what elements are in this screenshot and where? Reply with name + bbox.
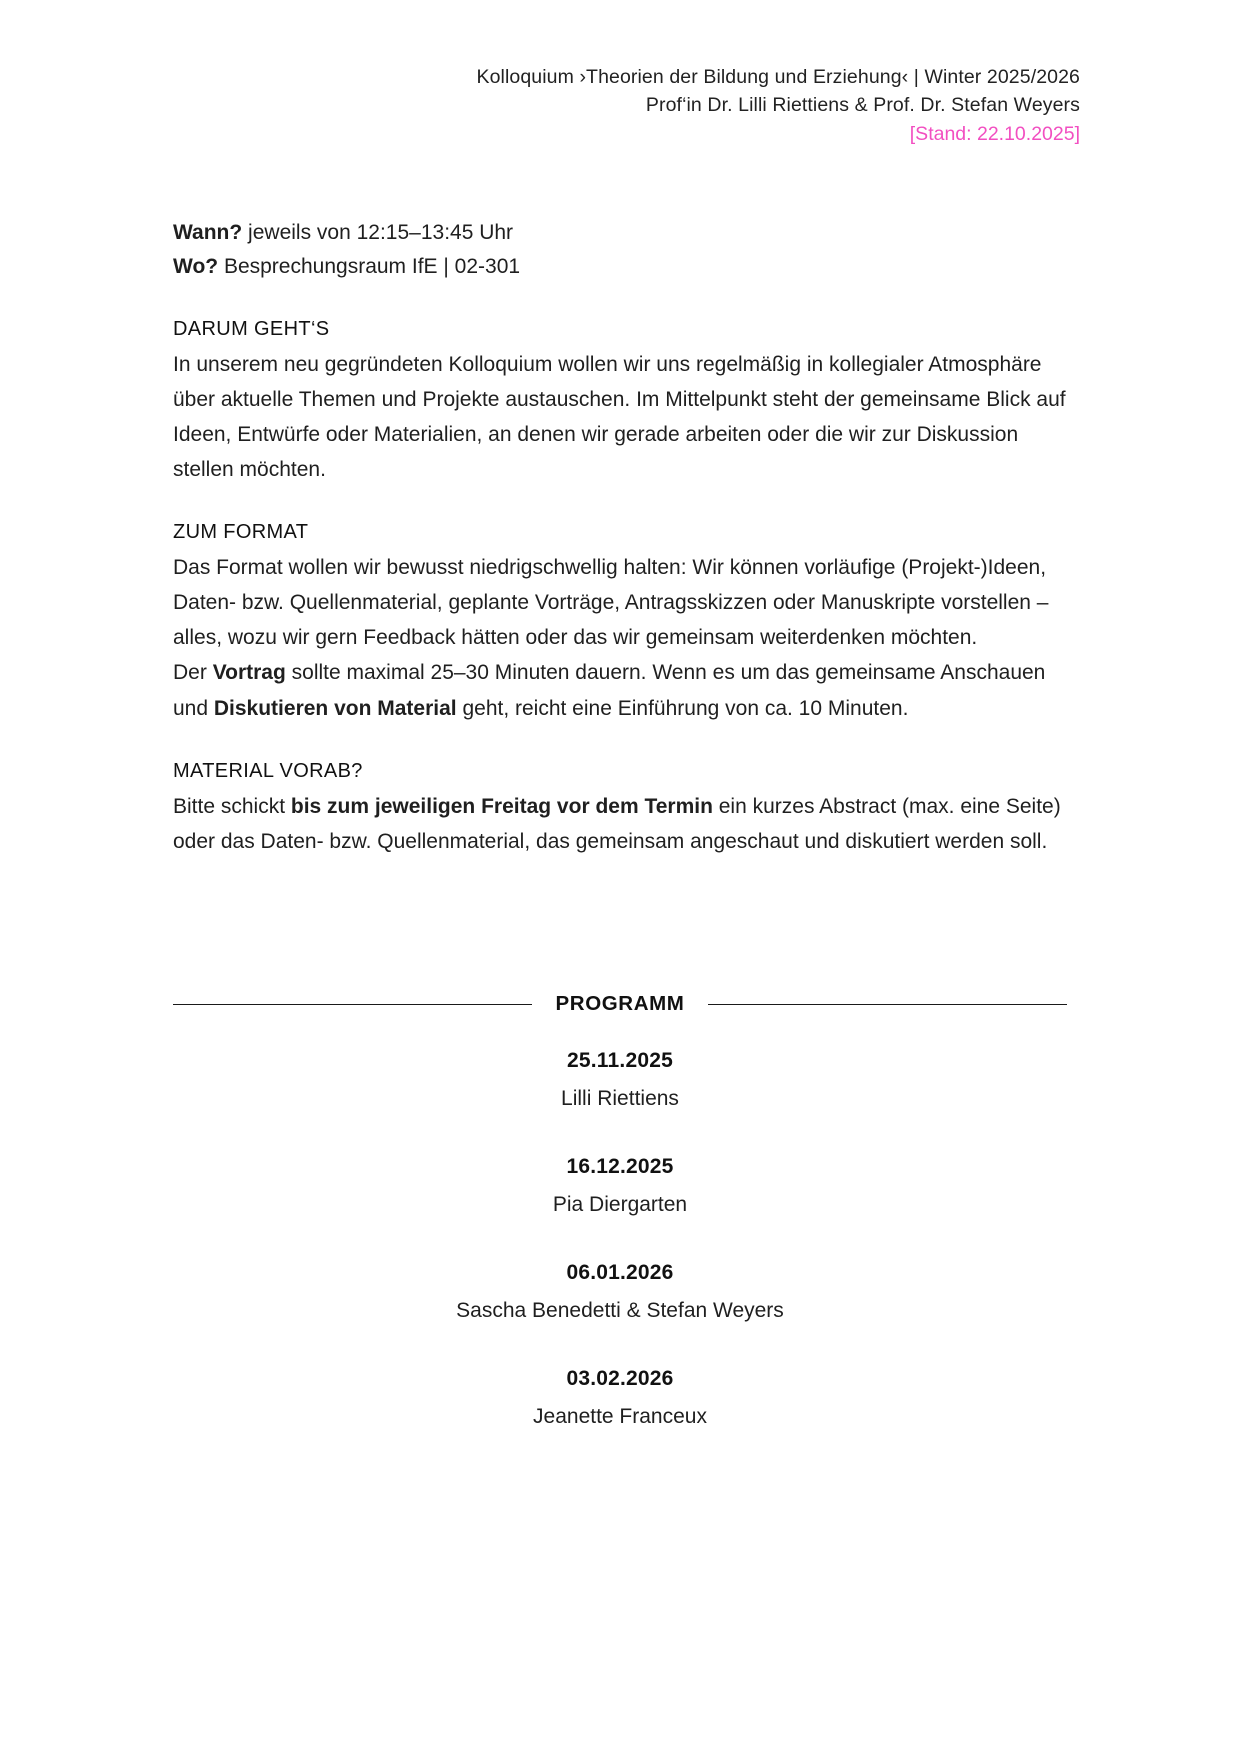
- programm-entry-date: 06.01.2026: [566, 1261, 674, 1285]
- section-zum-format: [173, 521, 1073, 725]
- programm-entry: [0, 1045, 1240, 1115]
- section-material-vorab: [173, 760, 1073, 859]
- where-value: Besprechungsraum IfE | 02-301: [218, 255, 521, 279]
- header-title-line: Kolloquium ›Theorien der Bildung und Erziehung‹ | Winter 2025/2026: [476, 66, 1080, 88]
- divider-rule-right: [708, 1004, 1067, 1005]
- programm-entry-speakers: Sascha Benedetti & Stefan Weyers: [456, 1298, 784, 1322]
- format-bold-diskutieren: Diskutieren von Material: [213, 696, 457, 720]
- section-darum-gehts: [173, 318, 1073, 487]
- meta-block: [173, 216, 1073, 284]
- section-heading-darum: DARUM GEHT‘S: [173, 318, 330, 341]
- section-text-format-part1: Das Format wollen wir bewusst niedrigschwellig halten: Wir können vorläufige (Projekt-)Ideen, Daten- bzw. Quellenmaterial, geplante Vorträge, Antragsskizzen oder Manuskripte vorstellen – alles, wozu wir gern Feedback hätten oder das wir gemeinsam weiterdenken möchten.: [173, 556, 1049, 650]
- when-value: jeweils von 12:15–13:45 Uhr: [242, 221, 514, 244]
- section-heading-material: MATERIAL VORAB?: [173, 759, 363, 782]
- programm-entry: [0, 1151, 1240, 1221]
- programm-entry-speakers: Pia Diergarten: [552, 1192, 688, 1216]
- programm-divider: [173, 992, 1067, 1016]
- programm-list: [0, 1045, 1240, 1469]
- divider-rule-left: [173, 1004, 532, 1005]
- section-text-material: [173, 789, 1073, 859]
- programm-entry: [0, 1257, 1240, 1327]
- section-text-format-part2: [173, 655, 1073, 725]
- section-heading-format: ZUM FORMAT: [173, 521, 309, 544]
- section-text-darum: In unserem neu gegründeten Kolloquium wollen wir uns regelmäßig in kollegialer Atmosphäre über aktuelle Themen und Projekte austauschen. Im Mittelpunkt steht der gemeinsame Blick auf Ideen, Entwürfe oder Materialien, an denen wir gerade arbeiten oder die wir zur Diskussion stellen möchten.: [173, 353, 1066, 482]
- programm-entry-speakers: Lilli Riettiens: [561, 1086, 679, 1110]
- programm-entry-date: 25.11.2025: [567, 1049, 673, 1072]
- format-line2-mid: sollte maximal 25–30 Minuten dauern. Wenn es um das gemeinsame Anschauen und: [173, 661, 1046, 720]
- when-label: Wann?: [173, 221, 243, 244]
- when-line: [173, 216, 1073, 250]
- where-line: [173, 250, 1073, 284]
- programm-entry-date: 03.02.2026: [566, 1367, 674, 1391]
- material-text-pre: Bitte schickt: [173, 794, 291, 818]
- programm-entry-speakers: Jeanette Franceux: [533, 1404, 707, 1428]
- document-body: [173, 216, 1073, 859]
- header-authors-line: Prof‘in Dr. Lilli Riettiens & Prof. Dr. Stefan Weyers: [645, 93, 1080, 116]
- format-line2-post: geht, reicht eine Einführung von ca. 10 Minuten.: [456, 696, 909, 720]
- format-line2-pre: Der: [173, 661, 213, 685]
- programm-entry-date: 16.12.2025: [566, 1155, 674, 1179]
- header-revision-date: [Stand: 22.10.2025]: [909, 123, 1080, 146]
- where-label: Wo?: [173, 255, 219, 279]
- document-header: [476, 64, 1080, 149]
- format-bold-vortrag: Vortrag: [212, 661, 286, 685]
- material-bold-deadline: bis zum jeweiligen Freitag vor dem Termin: [290, 794, 713, 818]
- programm-title: PROGRAMM: [555, 992, 685, 1015]
- programm-entry: [0, 1363, 1240, 1433]
- material-text-post: ein kurzes Abstract (max. eine Seite) oder das Daten- bzw. Quellenmaterial, das gemeinsam angeschaut und diskutiert werden soll.: [173, 794, 1061, 853]
